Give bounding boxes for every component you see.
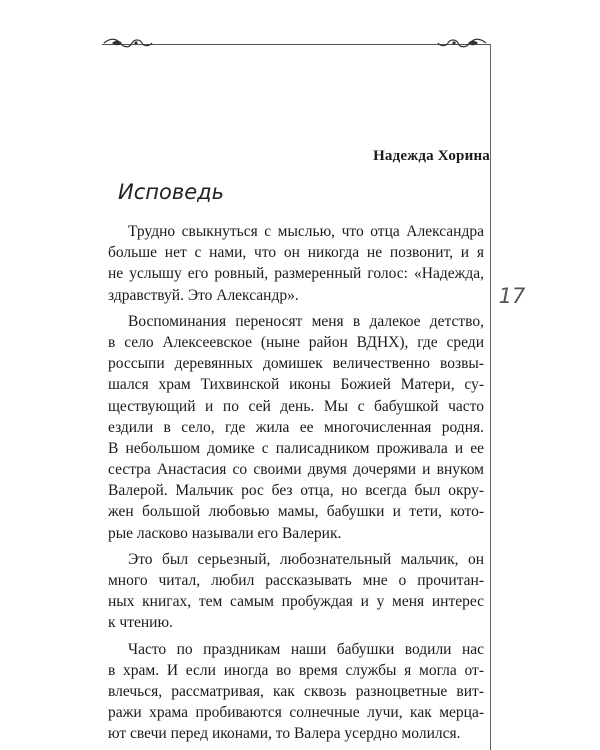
text-line: жен большой любовью мамы, бабушки и тети, кото-	[108, 503, 484, 521]
text-line: рые ласково называли его Валерик.	[108, 524, 342, 542]
author-name: Надежда Хорина	[373, 148, 490, 164]
text-line: Трудно свыкнуться с мыслью, что отца Александра	[128, 223, 484, 240]
text-line: Это был серьезный, любознательный мальчик, он	[128, 550, 484, 568]
chapter-title: Исповедь	[118, 180, 225, 204]
text-line: к чтению.	[108, 614, 173, 632]
text-line: шался храм Тихвинской иконы Божией Матери, су-	[108, 376, 484, 394]
text-line: в село Алексеевское (ныне район ВДНХ), где среди	[108, 333, 484, 351]
paragraph	[108, 549, 484, 634]
page-number: 17	[498, 284, 526, 308]
paragraph	[108, 221, 484, 306]
side-rule	[490, 44, 491, 750]
header-rule	[102, 44, 490, 45]
paragraph	[108, 639, 484, 745]
text-line: здравствуй. Это Александр».	[108, 286, 299, 304]
text-line: Часто по праздникам наши бабушки водили нас	[128, 640, 484, 658]
text-line: В небольшом домике с палисадником проживала и ее	[108, 439, 484, 457]
text-line: больше нет с нами, что он никогда не позвонит, и я	[108, 244, 484, 262]
text-line: сестра Анастасия со своими двумя дочерями и внуком	[108, 461, 484, 479]
text-line: много читал, любил рассказывать мне о прочитан-	[108, 572, 484, 589]
text-line: россыпи деревянных домишек величественно возвы-	[108, 355, 484, 373]
header-ornament-left-icon	[102, 36, 154, 50]
text-line: ществующий и по сей день. Мы с бабушкой часто	[108, 397, 484, 415]
text-line: Валерой. Мальчик рос без отца, но всегда был окру-	[108, 482, 484, 500]
body-text	[108, 221, 484, 750]
text-line: ют свечи перед иконами, то Валера усердно молился.	[108, 725, 461, 743]
text-line: в храм. И если иногда во время службы я могла от-	[108, 661, 484, 679]
text-line: Воспоминания переносят меня в далекое детство,	[128, 312, 484, 330]
text-line: влечься, рассматривая, как сквозь разноцветные вит-	[108, 682, 484, 700]
text-line: ражи храма пробиваются солнечные лучи, как мерца-	[108, 704, 484, 722]
text-line: не услышу его ровный, размеренный голос: «Надежда,	[108, 265, 484, 283]
text-line: ездили в село, где жила ее многочисленная родня.	[108, 418, 484, 436]
paragraph	[108, 311, 484, 544]
header-ornament-right-icon	[436, 36, 488, 50]
text-line: ных книгах, тем самым пробуждая и у меня интерес	[108, 593, 484, 611]
